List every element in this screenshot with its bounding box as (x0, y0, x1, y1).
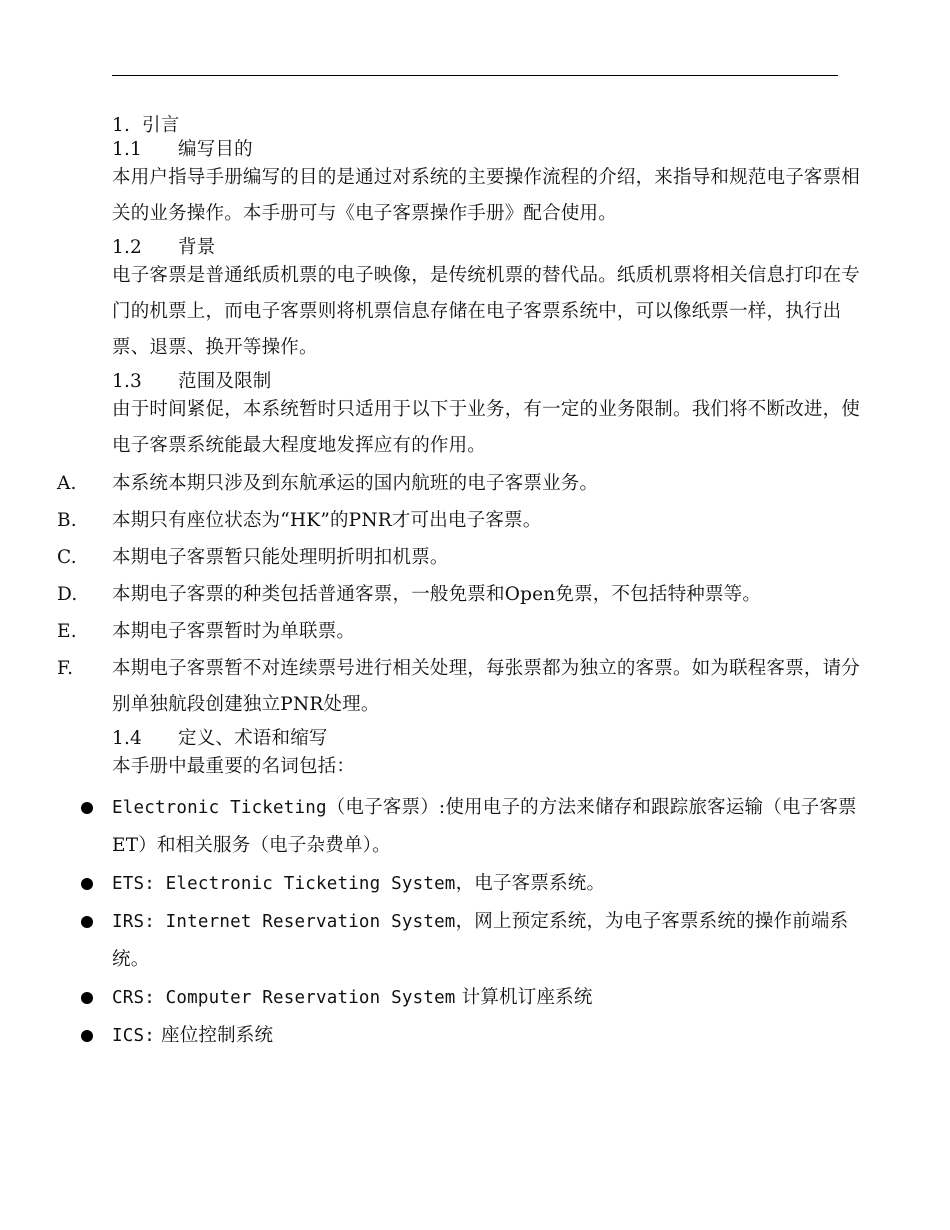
section-1-1 (112, 138, 872, 232)
list-item-text: 本期电子客票暂只能处理明折明扣机票。 (112, 547, 449, 568)
section-1-1-paragraph: 本用户指导手册编写的目的是通过对系统的主要操作流程的介绍，来指导和规范电子客票相关的业务操作。本手册可与《电子客票操作手册》配合使用。 (112, 167, 861, 224)
list-item-text: 本期电子客票暂不对连续票号进行相关处理，每张票都为独立的客票。如为联程客票，请分别单独航段创建独立PNR处理。 (112, 658, 861, 715)
term-name: IRS: Internet Reservation System (112, 912, 456, 932)
section-title: 引言 (142, 115, 180, 136)
limitations-list (57, 466, 872, 723)
term-item (112, 1017, 872, 1055)
section-1-3 (57, 370, 872, 723)
bullet-icon (81, 992, 93, 1004)
bullet-icon (81, 802, 93, 814)
list-item (57, 540, 872, 576)
list-item (57, 503, 872, 539)
section-number: 1.4 (112, 728, 143, 749)
list-item-text: 本期电子客票暂时为单联票。 (112, 621, 356, 642)
section-title: 编写目的 (178, 139, 253, 160)
term-item (112, 903, 872, 979)
section-number: 1. (112, 115, 131, 136)
section-1-2-heading (112, 236, 872, 260)
term-definition: （电子客票）:使用电子的方法来储存和跟踪旅客运输（电子客票ET）和相关服务（电子杂费单）。 (112, 797, 857, 856)
section-title: 背景 (178, 237, 216, 258)
list-item-text: 本系统本期只涉及到东航承运的国内航班的电子客票业务。 (112, 473, 599, 494)
bullet-icon (81, 1030, 93, 1042)
section-number: 1.2 (112, 237, 143, 258)
section-number: 1.3 (112, 371, 143, 392)
section-1-3-heading (112, 370, 872, 394)
section-1-2 (112, 236, 872, 366)
section-title: 范围及限制 (178, 371, 272, 392)
term-item (112, 865, 872, 903)
term-name: ICS: (112, 1026, 155, 1046)
list-marker: D. (57, 584, 78, 605)
term-definition: 计算机订座系统 (455, 987, 593, 1008)
term-item (112, 979, 872, 1017)
term-definition: 座位控制系统 (154, 1025, 274, 1046)
section-title: 定义、术语和缩写 (178, 728, 328, 749)
section-number: 1.1 (112, 139, 143, 160)
list-item-text: 本期电子客票的种类包括普通客票，一般免票和Open免票，不包括特种票等。 (112, 584, 762, 605)
term-definition: ，电子客票系统。 (455, 873, 606, 894)
list-marker: C. (57, 547, 77, 568)
document-body (57, 114, 872, 1059)
list-marker: F. (57, 658, 74, 679)
bullet-icon (81, 878, 93, 890)
terms-list (112, 789, 872, 1055)
term-name: CRS: Computer Reservation System (112, 988, 456, 1008)
term-item (112, 789, 872, 865)
term-name: Electronic Ticketing (112, 798, 327, 818)
list-item-text: 本期只有座位状态为“HK”的PNR才可出电子客票。 (112, 510, 542, 531)
list-item (57, 614, 872, 650)
list-item (57, 651, 872, 723)
list-marker: A. (57, 473, 77, 494)
section-1-3-paragraph: 由于时间紧促，本系统暂时只适用于以下于业务，有一定的业务限制。我们将不断改进，使电子客票系统能最大程度地发挥应有的作用。 (112, 399, 861, 456)
section-1-1-heading (112, 138, 872, 162)
list-item (57, 577, 872, 613)
section-1-4-paragraph: 本手册中最重要的名词包括： (112, 756, 356, 777)
term-definition: ，网上预定系统，为电子客票系统的操作前端系统。 (112, 911, 849, 970)
bullet-icon (81, 916, 93, 928)
list-marker: B. (57, 510, 77, 531)
list-item (57, 466, 872, 502)
section-1-4-heading (112, 727, 872, 751)
header-rule (112, 75, 838, 76)
list-marker: E. (57, 621, 77, 642)
section-1-4 (112, 727, 872, 1055)
section-1-2-paragraph: 电子客票是普通纸质机票的电子映像，是传统机票的替代品。纸质机票将相关信息打印在专门的机票上，而电子客票则将机票信息存储在电子客票系统中，可以像纸票一样，执行出票、退票、换开等操作。 (112, 265, 861, 358)
term-name: ETS: Electronic Ticketing System (112, 874, 456, 894)
section-1-heading (112, 114, 872, 138)
